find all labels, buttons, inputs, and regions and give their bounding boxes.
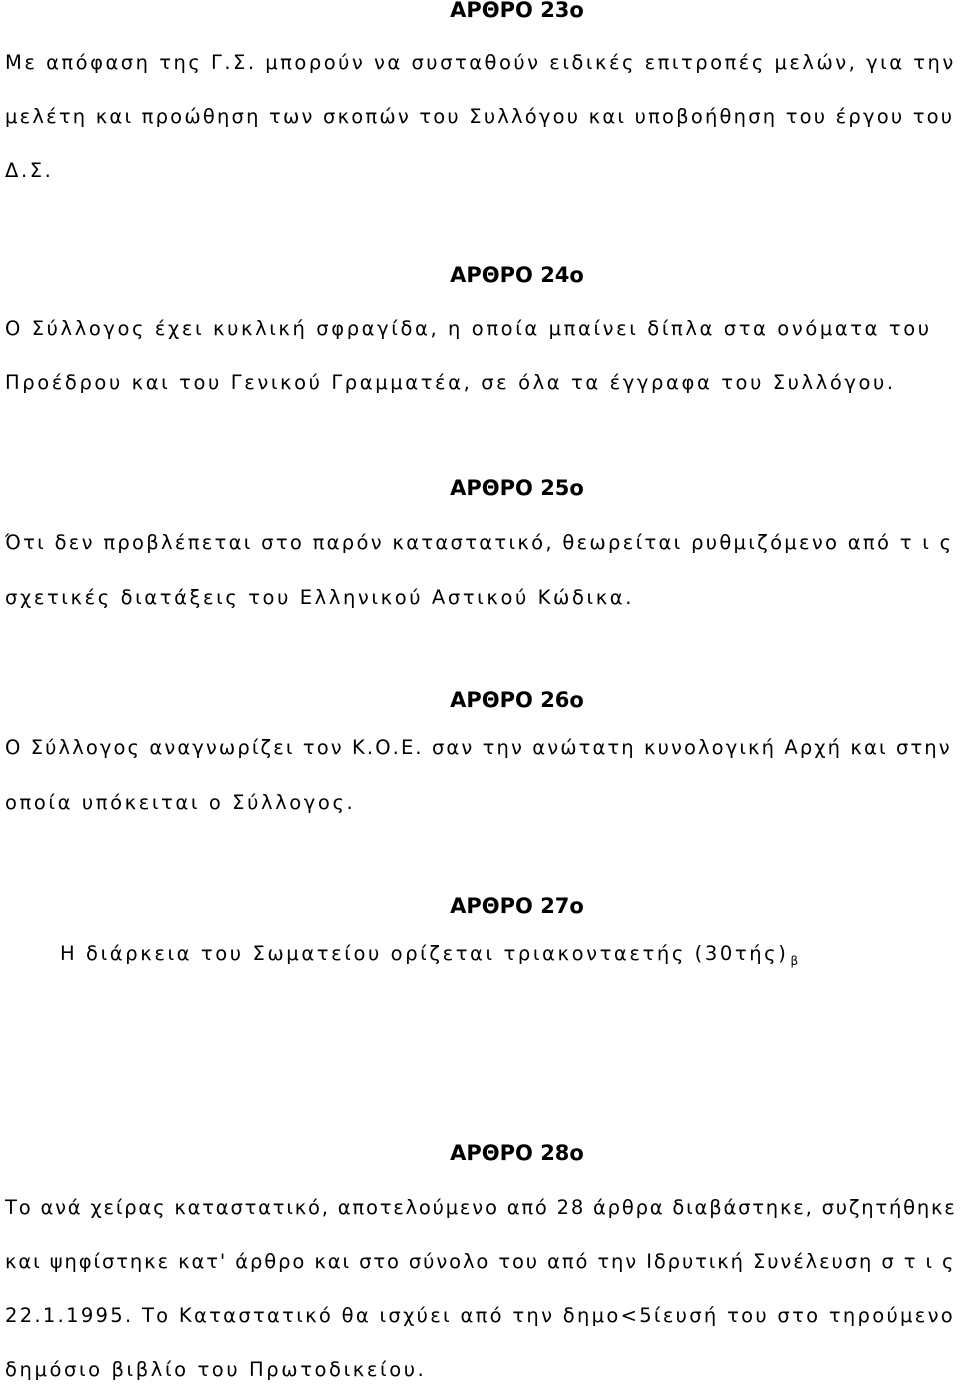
article-28-line-3: 22.1.1995. Το Καταστατικό θα ισχύει από την δημο<5ίευσή του στο τηρούμενο xyxy=(5,1304,956,1327)
article-24-line-1: Ο Σύλλογος έχει κυκλική σφραγίδα, η οποία μπαίνει δίπλα στα ονόματα του xyxy=(5,317,932,340)
article-23-line-3: Δ.Σ. xyxy=(5,159,54,182)
article-26-line-1: Ο Σύλλογος αναγνωρίζει τον Κ.Ο.Ε. σαν την ανώτατη κυνολογική Αρχή και στην xyxy=(5,736,952,759)
article-28-heading: ΑΡΘΡΟ 28ο xyxy=(450,1141,584,1165)
article-26-line-2: οποία υπόκειται ο Σύλλογος. xyxy=(5,791,356,814)
article-23-heading: ΑΡΘΡΟ 23ο xyxy=(450,0,584,22)
article-28-line-4: δημόσιο βιβλίο του Πρωτοδικείου. xyxy=(5,1358,427,1381)
article-28-line-2: και ψηφίστηκε κατ' άρθρο και στο σύνολο του από την Ιδρυτική Συνέλευση σ τ ι ς xyxy=(5,1250,956,1273)
article-25-heading: ΑΡΘΡΟ 25ο xyxy=(450,476,584,500)
article-27-line-1-text: Η διάρκεια του Σωματείου ορίζεται τριακονταετής (30τής) xyxy=(60,942,789,965)
article-26-heading: ΑΡΘΡΟ 26ο xyxy=(450,688,584,712)
article-24-line-2: Προέδρου και του Γενικού Γραμματέα, σε όλα τα έγγραφα του Συλλόγου. xyxy=(5,371,896,394)
article-27-trailing-mark: β xyxy=(790,954,799,968)
article-28-line-1: Το ανά χείρας καταστατικό, αποτελούμενο από 28 άρθρα διαβάστηκε, συζητήθηκε xyxy=(5,1196,957,1219)
article-25-line-1: Ότι δεν προβλέπεται στο παρόν καταστατικό, θεωρείται ρυθμιζόμενο από τ ι ς xyxy=(5,531,954,554)
article-23-line-1: Με απόφαση της Γ.Σ. μπορούν να συσταθούν ειδικές επιτροπές μελών, για την xyxy=(5,51,956,74)
article-24-heading: ΑΡΘΡΟ 24ο xyxy=(450,263,584,287)
article-27-heading: ΑΡΘΡΟ 27ο xyxy=(450,894,584,918)
article-23-line-2: μελέτη και προώθηση των σκοπών του Συλλόγου και υποβοήθηση του έργου του xyxy=(5,105,955,128)
article-25-line-2: σχετικές διατάξεις του Ελληνικού Αστικού Κώδικα. xyxy=(5,586,635,609)
article-27-line-1 xyxy=(60,941,798,974)
